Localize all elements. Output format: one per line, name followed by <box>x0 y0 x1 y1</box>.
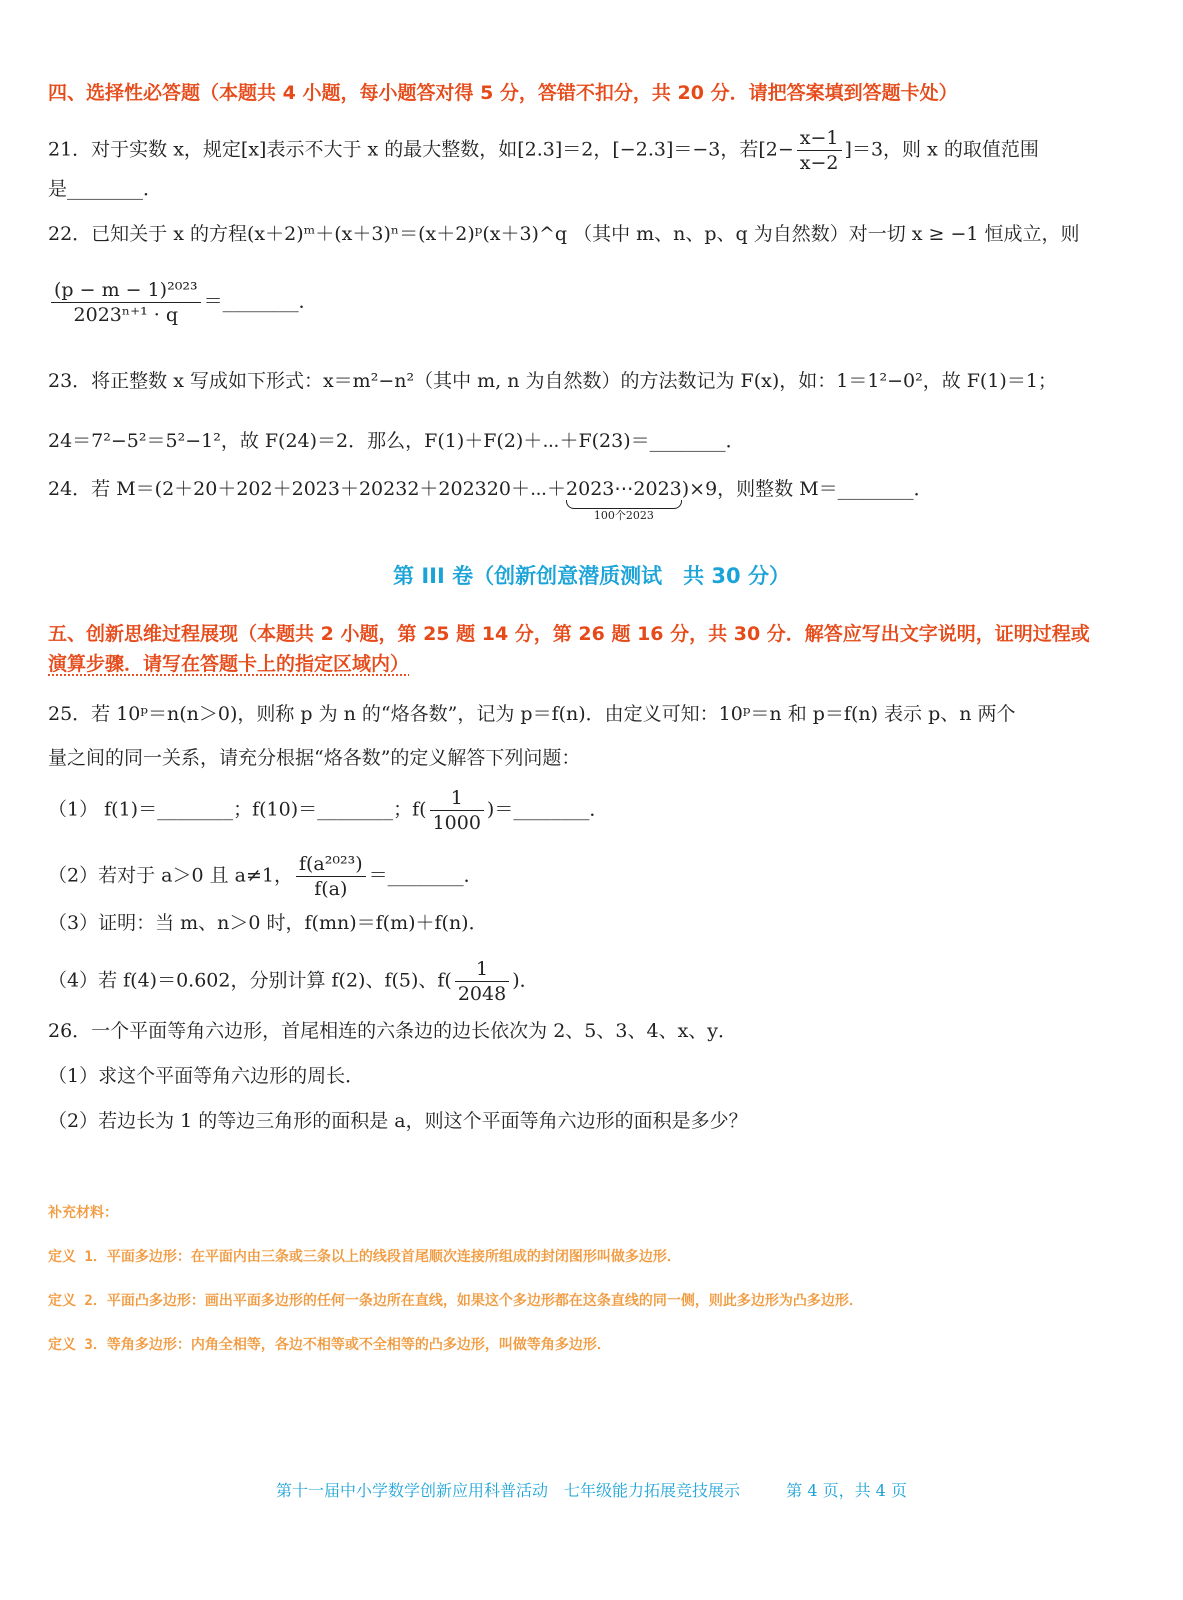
supplement-def1: 定义 1．平面多边形：在平面内由三条或三条以上的线段首尾顺次连接所组成的封闭图形叫做多边形． <box>48 1249 681 1265</box>
q25-part2-start: （2）若对于 a＞0 且 a≠1， <box>48 864 293 887</box>
q25-part4-fraction <box>455 957 509 1006</box>
q26-part1: （1）求这个平面等角六边形的周长． <box>48 1065 365 1087</box>
supplement-def2: 定义 2．平面凸多边形：画出平面多边形的任何一条边所在直线，如果这个多边形都在这条直线的同一侧，则此多边形为凸多边形． <box>48 1293 863 1309</box>
q21-fraction <box>797 126 842 175</box>
q24-underbrace <box>566 476 682 522</box>
q25-part2-fraction <box>296 852 366 901</box>
q26-part2: （2）若边长为 1 的等边三角形的面积是 a，则这个平面等角六边形的面积是多少？ <box>48 1110 748 1132</box>
q24-brace-label: 100个2023 <box>593 509 654 522</box>
q25-part4-frac-den: 2048 <box>457 983 507 1005</box>
section4-heading: 四、选择性必答题（本题共 4 小题，每小题答对得 5 分，答错不扣分，共 20 分．请把答案填到答题卡处） <box>48 82 958 104</box>
q22-frac-num: (p − m − 1)²⁰²³ <box>51 278 201 303</box>
section5-heading-line1: 五、创新思维过程展现（本题共 2 小题，第 25 题 14 分，第 26 题 16 分，共 30 分．解答应写出文字说明，证明过程或 <box>48 623 1090 645</box>
q25-part1-frac-den: 1000 <box>432 812 481 834</box>
q25-line1: 25．若 10ᵖ＝n(n＞0)，则称 p 为 n 的“烙各数”，记为 p＝f(n)．由定义可知：10ᵖ＝n 和 p＝f(n) 表示 p、n 两个 <box>48 703 1016 725</box>
q21-text-start: 21．对于实数 x，规定[x]表示不大于 x 的最大整数，如[2.3]＝2，[−2.3]＝−3，若[2− <box>48 138 794 161</box>
q24-text-start: 24．若 M＝(2＋20＋202＋2023＋20232＋202320＋⋯＋ <box>48 478 567 500</box>
q21-frac-num: x−1 <box>797 126 842 151</box>
q25-part4-start: （4）若 f(4)＝0.602，分别计算 f(2)、f(5)、f( <box>48 969 452 992</box>
supplement-def3: 定义 3．等角多边形：内角全相等，各边不相等或不全相等的凸多边形，叫做等角多边形． <box>48 1337 611 1353</box>
footer-page-number: 第 4 页，共 4 页 <box>786 1481 907 1500</box>
q22-frac-den: 2023ⁿ⁺¹ · q <box>73 304 179 326</box>
q25-part1 <box>48 786 1143 835</box>
q25-part2 <box>48 852 1143 901</box>
section5-heading-line2 <box>48 651 1143 677</box>
q25-line2: 量之间的同一关系，请充分根据“烙各数”的定义解答下列问题： <box>48 747 581 769</box>
q24-line1 <box>48 476 1143 522</box>
section5-heading-text: 演算步骤．请写在答题卡上的指定区域内） <box>48 653 410 675</box>
q25-part2-frac-num: f(a²⁰²³) <box>296 852 366 877</box>
page-footer <box>0 1478 1183 1501</box>
q25-part1-start: （1） f(1)＝________；f(10)＝________；f( <box>48 798 427 821</box>
q24-text-end: )×9，则整数 M＝________． <box>681 478 933 500</box>
q22-line1: 22．已知关于 x 的方程(x＋2)ᵐ＋(x＋3)ⁿ＝(x＋2)ᵖ(x＋3)^q （其中 m、n、p、q 为自然数）对一切 x ≥ −1 恒成立，则 <box>48 223 1080 245</box>
q25-part4 <box>48 957 1143 1006</box>
q25-part1-fraction <box>430 786 484 835</box>
q21-line2: 是________． <box>48 178 163 200</box>
q23-line2: 24＝7²−5²＝5²−1²，故 F(24)＝2．那么，F(1)＋F(2)＋⋯＋F(23)＝________． <box>48 430 745 452</box>
q21-line1 <box>48 126 1143 175</box>
q23-line1: 23．将正整数 x 写成如下形式：x＝m²−n²（其中 m, n 为自然数）的方法数记为 F(x)，如：1＝1²−0²，故 F(1)＝1； <box>48 370 1057 392</box>
q26-line1: 26．一个平面等角六边形，首尾相连的六条边的边长依次为 2、5、3、4、x、y． <box>48 1020 738 1042</box>
q21-text-end: ]＝3，则 x 的取值范围 <box>844 138 1039 161</box>
part3-title: 第 III 卷（创新创意潜质测试 共 30 分） <box>393 564 790 588</box>
q22-fraction <box>51 278 201 327</box>
q25-part2-frac-den: f(a) <box>314 878 348 900</box>
q24-brace-shape <box>566 500 682 509</box>
q25-part1-end: )＝________． <box>486 798 609 821</box>
q25-part4-end: )． <box>512 969 539 992</box>
footer-event: 第十一届中小学数学创新应用科普活动 七年级能力拓展竞技展示 <box>276 1481 741 1500</box>
q25-part4-frac-num: 1 <box>455 957 509 982</box>
q21-frac-den: x−2 <box>799 152 839 174</box>
q22-answer-blank: ＝________． <box>203 290 318 313</box>
q22-line2 <box>48 278 1143 327</box>
q25-part3: （3）证明：当 m、n＞0 时，f(mn)＝f(m)＋f(n)． <box>48 912 488 934</box>
q24-brace-text: 2023⋯2023 <box>566 478 682 500</box>
q25-part2-end: ＝________． <box>368 864 483 887</box>
supplement-title: 补充材料： <box>48 1205 118 1221</box>
q25-part1-frac-num: 1 <box>430 786 484 811</box>
